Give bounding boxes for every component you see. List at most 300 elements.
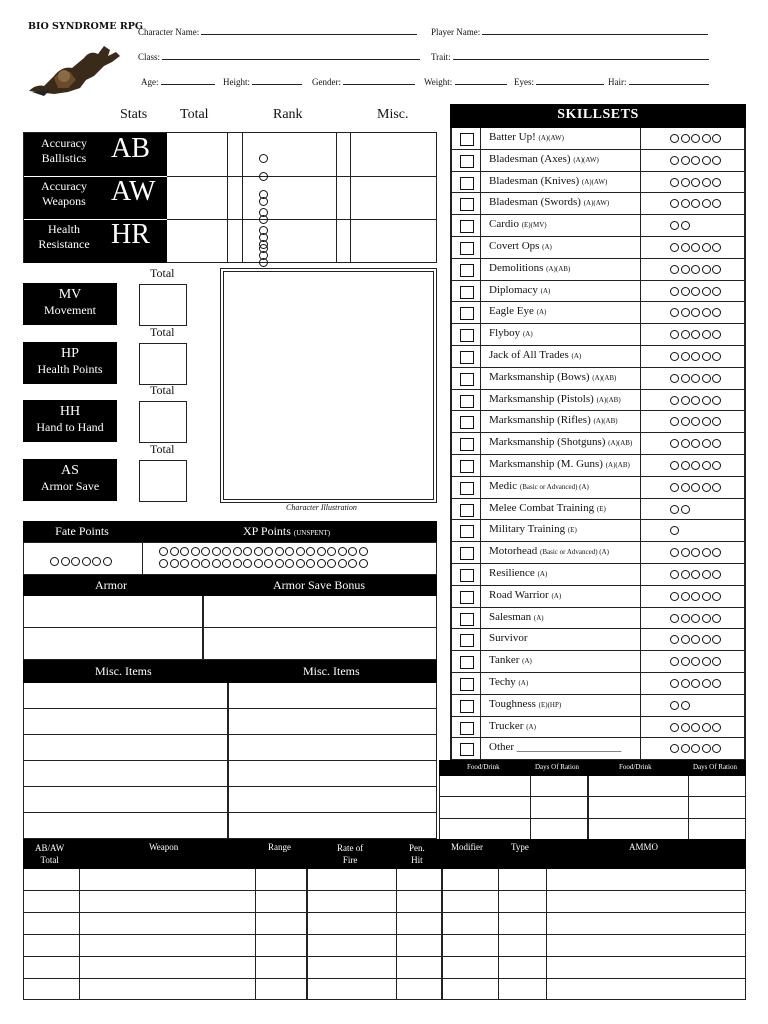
skill-rank-circle[interactable] bbox=[670, 330, 679, 339]
xp-circle[interactable] bbox=[348, 547, 357, 556]
skill-checkbox[interactable] bbox=[460, 504, 474, 517]
xp-circle[interactable] bbox=[338, 559, 347, 568]
skill-rank-circles[interactable] bbox=[670, 417, 723, 429]
xp-circle[interactable] bbox=[212, 559, 221, 568]
skill-rank-circles[interactable] bbox=[670, 744, 723, 756]
skill-rank-circles[interactable] bbox=[670, 592, 723, 604]
skill-rank-circle[interactable] bbox=[712, 308, 721, 317]
skill-rank-circle[interactable] bbox=[702, 592, 711, 601]
skill-rank-circle[interactable] bbox=[702, 287, 711, 296]
skill-rank-circle[interactable] bbox=[681, 439, 690, 448]
skill-checkbox[interactable] bbox=[460, 395, 474, 408]
skill-checkbox[interactable] bbox=[460, 220, 474, 233]
derived-total-box-hp[interactable] bbox=[139, 343, 187, 385]
xp-circle[interactable] bbox=[348, 559, 357, 568]
skill-checkbox[interactable] bbox=[460, 743, 474, 756]
skill-rank-circle[interactable] bbox=[691, 374, 700, 383]
skill-rank-circles[interactable] bbox=[670, 461, 723, 473]
skill-rank-circle[interactable] bbox=[670, 548, 679, 557]
skill-checkbox[interactable] bbox=[460, 286, 474, 299]
rank-circle[interactable] bbox=[259, 172, 268, 181]
xp-circle[interactable] bbox=[359, 547, 368, 556]
skill-checkbox[interactable] bbox=[460, 438, 474, 451]
fate-circles[interactable] bbox=[50, 553, 113, 571]
xp-circle[interactable] bbox=[327, 547, 336, 556]
skill-rank-circle[interactable] bbox=[712, 330, 721, 339]
skill-rank-circle[interactable] bbox=[712, 679, 721, 688]
skill-rank-circles[interactable] bbox=[670, 265, 723, 277]
skill-checkbox[interactable] bbox=[460, 656, 474, 669]
skill-rank-circle[interactable] bbox=[702, 614, 711, 623]
skill-checkbox[interactable] bbox=[460, 482, 474, 495]
skill-rank-circle[interactable] bbox=[691, 679, 700, 688]
skill-rank-circle[interactable] bbox=[691, 243, 700, 252]
food-drink-label-1: Food/Drink bbox=[467, 763, 500, 771]
skill-checkbox[interactable] bbox=[460, 700, 474, 713]
skill-rank-circles[interactable] bbox=[670, 635, 723, 647]
skill-rank-circle[interactable] bbox=[712, 396, 721, 405]
rank-circle[interactable] bbox=[259, 258, 268, 267]
rank-circle[interactable] bbox=[259, 240, 268, 249]
skill-row bbox=[452, 608, 746, 630]
skill-rank-circle[interactable] bbox=[691, 352, 700, 361]
skill-rank-circle[interactable] bbox=[681, 374, 690, 383]
xp-circle[interactable] bbox=[338, 547, 347, 556]
rank-circle[interactable] bbox=[259, 197, 268, 206]
skill-rank-circle[interactable] bbox=[712, 352, 721, 361]
trait-label: Trait: bbox=[431, 52, 451, 62]
skill-rank-circle[interactable] bbox=[681, 679, 690, 688]
skill-rank-circle[interactable] bbox=[681, 570, 690, 579]
skill-checkbox[interactable] bbox=[460, 460, 474, 473]
skill-rank-circle[interactable] bbox=[691, 417, 700, 426]
skill-rank-circle[interactable] bbox=[712, 265, 721, 274]
skill-rank-circles[interactable] bbox=[670, 505, 691, 517]
derived-label: Movement bbox=[44, 303, 96, 317]
stat-label-aw: Accuracy Weapons bbox=[41, 179, 87, 208]
skill-rank-circle[interactable] bbox=[691, 396, 700, 405]
skill-rank-circle[interactable] bbox=[670, 679, 679, 688]
skill-rank-circles[interactable] bbox=[670, 221, 691, 233]
skill-rank-circle[interactable] bbox=[691, 439, 700, 448]
skill-rank-circle[interactable] bbox=[681, 417, 690, 426]
fate-circle[interactable] bbox=[61, 557, 70, 566]
skill-rank-circle[interactable] bbox=[670, 199, 679, 208]
skill-rank-circles[interactable] bbox=[670, 134, 723, 146]
xp-circle[interactable] bbox=[359, 559, 368, 568]
eyes-field[interactable] bbox=[514, 77, 604, 87]
ammo-header: AMMO bbox=[629, 842, 659, 852]
skill-checkbox[interactable] bbox=[460, 525, 474, 538]
class-field[interactable] bbox=[138, 52, 420, 62]
xp-circle[interactable] bbox=[180, 547, 189, 556]
skill-rank-circle[interactable] bbox=[670, 570, 679, 579]
fate-xp-header bbox=[23, 521, 437, 542]
skill-rank-circle[interactable] bbox=[670, 657, 679, 666]
xp-circle[interactable] bbox=[233, 547, 242, 556]
skill-rank-circle[interactable] bbox=[670, 265, 679, 274]
skill-rank-circle[interactable] bbox=[691, 287, 700, 296]
skill-rank-circle[interactable] bbox=[681, 635, 690, 644]
age-field[interactable] bbox=[141, 77, 215, 87]
skill-name: Medic (Basic or Advanced) (A) bbox=[489, 479, 589, 492]
skill-rank-circle[interactable] bbox=[670, 701, 679, 710]
skill-rank-circle[interactable] bbox=[712, 483, 721, 492]
skill-rank-circle[interactable] bbox=[702, 635, 711, 644]
skill-rank-circle[interactable] bbox=[681, 156, 690, 165]
skill-name: Batter Up! (A)(AW) bbox=[489, 131, 564, 143]
stat-total-aw[interactable] bbox=[166, 176, 226, 217]
derived-abbr: AS bbox=[61, 462, 79, 478]
xp-circle[interactable] bbox=[327, 559, 336, 568]
skill-name: Military Training (E) bbox=[489, 523, 577, 536]
skill-rank-circle[interactable] bbox=[702, 723, 711, 732]
skill-rank-circle[interactable] bbox=[681, 308, 690, 317]
xp-circle[interactable] bbox=[243, 559, 252, 568]
skill-rank-circle[interactable] bbox=[691, 134, 700, 143]
skill-rank-circle[interactable] bbox=[702, 265, 711, 274]
skill-rank-circle[interactable] bbox=[702, 461, 711, 470]
rank-circle[interactable] bbox=[259, 154, 268, 163]
derived-total-box-mv[interactable] bbox=[139, 284, 187, 326]
skill-rank-circles[interactable] bbox=[670, 526, 681, 538]
skill-checkbox[interactable] bbox=[460, 242, 474, 255]
rations-table[interactable] bbox=[439, 776, 746, 840]
xp-circle[interactable] bbox=[264, 559, 273, 568]
skill-rank-circle[interactable] bbox=[670, 723, 679, 732]
skill-rank-circle[interactable] bbox=[702, 134, 711, 143]
skill-rank-circle[interactable] bbox=[670, 439, 679, 448]
derived-block-hp bbox=[23, 342, 117, 384]
gender-field[interactable] bbox=[312, 77, 415, 87]
skill-rank-circle[interactable] bbox=[681, 134, 690, 143]
xp-circle[interactable] bbox=[306, 547, 315, 556]
skill-rank-circles[interactable] bbox=[670, 657, 723, 669]
skill-rank-circles[interactable] bbox=[670, 308, 723, 320]
skill-rank-circle[interactable] bbox=[681, 657, 690, 666]
skill-rank-circle[interactable] bbox=[712, 744, 721, 753]
skill-rank-circle[interactable] bbox=[702, 243, 711, 252]
skill-rank-circle[interactable] bbox=[712, 570, 721, 579]
skill-rank-circle[interactable] bbox=[681, 265, 690, 274]
skill-name: Techy (A) bbox=[489, 676, 529, 688]
xp-label: XP Points (UNSPENT) bbox=[243, 524, 331, 538]
skill-rank-circle[interactable] bbox=[702, 199, 711, 208]
skill-rank-circle[interactable] bbox=[691, 614, 700, 623]
skill-rank-circle[interactable] bbox=[691, 548, 700, 557]
rank-circle[interactable] bbox=[259, 215, 268, 224]
skill-rank-circle[interactable] bbox=[681, 396, 690, 405]
skill-name: Survivor bbox=[489, 632, 528, 645]
skill-rank-circle[interactable] bbox=[681, 483, 690, 492]
xp-circle[interactable] bbox=[275, 547, 284, 556]
skill-checkbox[interactable] bbox=[460, 634, 474, 647]
skill-rank-circles[interactable] bbox=[670, 439, 723, 451]
fate-circle[interactable] bbox=[92, 557, 101, 566]
skill-rank-circle[interactable] bbox=[702, 330, 711, 339]
skill-rank-circle[interactable] bbox=[702, 417, 711, 426]
skill-checkbox[interactable] bbox=[460, 307, 474, 320]
skill-rank-circle[interactable] bbox=[670, 156, 679, 165]
skill-rank-circle[interactable] bbox=[702, 744, 711, 753]
skill-name: Covert Ops (A) bbox=[489, 240, 552, 252]
skill-rank-circle[interactable] bbox=[681, 548, 690, 557]
skill-rank-circles[interactable] bbox=[670, 614, 723, 626]
skill-rank-circle[interactable] bbox=[681, 330, 690, 339]
skill-name: Melee Combat Training (E) bbox=[489, 501, 606, 514]
skill-checkbox[interactable] bbox=[460, 613, 474, 626]
skill-rank-circle[interactable] bbox=[681, 243, 690, 252]
skill-rank-circle[interactable] bbox=[712, 417, 721, 426]
xp-circle[interactable] bbox=[243, 547, 252, 556]
fate-circle[interactable] bbox=[103, 557, 112, 566]
xp-circle[interactable] bbox=[159, 547, 168, 556]
skill-rank-circles[interactable] bbox=[670, 679, 723, 691]
skill-rank-circles[interactable] bbox=[670, 156, 723, 168]
skill-rank-circle[interactable] bbox=[691, 308, 700, 317]
xp-circle[interactable] bbox=[306, 559, 315, 568]
skill-checkbox[interactable] bbox=[460, 133, 474, 146]
derived-abbr: HP bbox=[61, 345, 79, 361]
armor-table[interactable] bbox=[23, 596, 437, 660]
xp-circle[interactable] bbox=[212, 547, 221, 556]
skill-row bbox=[452, 651, 746, 673]
skill-rank-circle[interactable] bbox=[712, 548, 721, 557]
stat-abbr-ab: AB bbox=[111, 133, 150, 164]
xp-circle[interactable] bbox=[170, 547, 179, 556]
xp-circle[interactable] bbox=[317, 559, 326, 568]
skill-rank-circle[interactable] bbox=[702, 657, 711, 666]
skill-checkbox[interactable] bbox=[460, 591, 474, 604]
xp-circle[interactable] bbox=[254, 547, 263, 556]
illustration-caption: Character Illustration bbox=[286, 503, 357, 512]
skill-rank-circle[interactable] bbox=[702, 396, 711, 405]
trait-field[interactable] bbox=[431, 52, 709, 62]
xp-circle[interactable] bbox=[296, 547, 305, 556]
weapon-header: Weapon bbox=[149, 842, 179, 852]
skill-row bbox=[452, 586, 746, 608]
player-name-field[interactable] bbox=[431, 27, 708, 37]
xp-circle[interactable] bbox=[201, 547, 210, 556]
skill-rank-circle[interactable] bbox=[681, 221, 690, 230]
skill-rank-circle[interactable] bbox=[670, 374, 679, 383]
skill-rank-circles[interactable] bbox=[670, 483, 723, 495]
skill-rank-circle[interactable] bbox=[670, 287, 679, 296]
skill-name: Jack of All Trades (A) bbox=[489, 349, 582, 361]
skill-rank-circles[interactable] bbox=[670, 287, 723, 299]
skill-rank-circle[interactable] bbox=[691, 156, 700, 165]
skill-rank-circle[interactable] bbox=[691, 178, 700, 187]
skill-rank-circles[interactable] bbox=[670, 330, 723, 342]
skill-rank-circle[interactable] bbox=[691, 330, 700, 339]
derived-total-box-hh[interactable] bbox=[139, 401, 187, 443]
skill-rank-circle[interactable] bbox=[702, 548, 711, 557]
skill-rank-circle[interactable] bbox=[670, 614, 679, 623]
skill-rank-circle[interactable] bbox=[712, 178, 721, 187]
xp-circle[interactable] bbox=[201, 559, 210, 568]
skill-rank-circle[interactable] bbox=[691, 744, 700, 753]
skill-rank-circle[interactable] bbox=[712, 592, 721, 601]
days-of-ration-label-2: Days Of Ration bbox=[693, 763, 737, 771]
skill-rank-circle[interactable] bbox=[712, 134, 721, 143]
skill-rank-circle[interactable] bbox=[702, 570, 711, 579]
xp-circle[interactable] bbox=[170, 559, 179, 568]
skill-rank-circle[interactable] bbox=[691, 570, 700, 579]
skill-rank-circle[interactable] bbox=[681, 352, 690, 361]
skill-rank-circle[interactable] bbox=[691, 657, 700, 666]
skill-rank-circle[interactable] bbox=[712, 635, 721, 644]
skill-rank-circles[interactable] bbox=[670, 548, 723, 560]
skill-rank-circle[interactable] bbox=[670, 308, 679, 317]
armor-bonus-label: Armor Save Bonus bbox=[273, 578, 365, 592]
skill-checkbox[interactable] bbox=[460, 678, 474, 691]
skill-rank-circle[interactable] bbox=[670, 744, 679, 753]
derived-total-box-as[interactable] bbox=[139, 460, 187, 502]
skill-rank-circle[interactable] bbox=[702, 352, 711, 361]
skill-rank-circle[interactable] bbox=[681, 505, 690, 514]
skill-checkbox[interactable] bbox=[460, 329, 474, 342]
skill-rank-circles[interactable] bbox=[670, 352, 723, 364]
illustration-frame[interactable] bbox=[220, 268, 437, 503]
skill-checkbox[interactable] bbox=[460, 547, 474, 560]
skill-rank-circle[interactable] bbox=[670, 483, 679, 492]
skill-checkbox[interactable] bbox=[460, 198, 474, 211]
skill-rank-circles[interactable] bbox=[670, 396, 723, 408]
xp-circle[interactable] bbox=[191, 547, 200, 556]
skill-rank-circle[interactable] bbox=[670, 352, 679, 361]
skill-rank-circle[interactable] bbox=[681, 199, 690, 208]
weapons-table[interactable] bbox=[23, 869, 746, 1000]
skill-rank-circle[interactable] bbox=[712, 439, 721, 448]
skill-rank-circle[interactable] bbox=[691, 723, 700, 732]
skill-rank-circle[interactable] bbox=[681, 461, 690, 470]
skill-rank-circles[interactable] bbox=[670, 199, 723, 211]
fate-circle[interactable] bbox=[50, 557, 59, 566]
hair-field[interactable] bbox=[608, 77, 709, 87]
skill-rank-circle[interactable] bbox=[702, 483, 711, 492]
skill-rank-circles[interactable] bbox=[670, 178, 723, 190]
xp-circle[interactable] bbox=[159, 559, 168, 568]
skill-rank-circle[interactable] bbox=[712, 657, 721, 666]
stat-total-hr[interactable] bbox=[166, 219, 226, 260]
skill-rank-circle[interactable] bbox=[681, 592, 690, 601]
skill-rank-circle[interactable] bbox=[712, 287, 721, 296]
skill-rank-circle[interactable] bbox=[712, 374, 721, 383]
skill-rank-circle[interactable] bbox=[670, 461, 679, 470]
fate-circle[interactable] bbox=[82, 557, 91, 566]
skill-row bbox=[452, 542, 746, 564]
skill-rank-circle[interactable] bbox=[691, 592, 700, 601]
skill-rank-circle[interactable] bbox=[691, 483, 700, 492]
skill-checkbox[interactable] bbox=[460, 351, 474, 364]
skill-rank-circle[interactable] bbox=[681, 614, 690, 623]
fate-circle[interactable] bbox=[71, 557, 80, 566]
derived-label: Health Points bbox=[37, 361, 103, 376]
xp-circle[interactable] bbox=[191, 559, 200, 568]
skill-rank-circle[interactable] bbox=[670, 243, 679, 252]
skill-rank-circle[interactable] bbox=[691, 199, 700, 208]
skill-checkbox[interactable] bbox=[460, 569, 474, 582]
xp-circle[interactable] bbox=[233, 559, 242, 568]
skill-rank-circle[interactable] bbox=[681, 178, 690, 187]
skill-row bbox=[452, 477, 746, 499]
skill-rank-circle[interactable] bbox=[702, 439, 711, 448]
height-field[interactable] bbox=[223, 77, 302, 87]
xp-circle[interactable] bbox=[275, 559, 284, 568]
skill-checkbox[interactable] bbox=[460, 177, 474, 190]
skill-rank-circle[interactable] bbox=[702, 374, 711, 383]
character-name-field[interactable] bbox=[138, 27, 417, 37]
skill-rank-circle[interactable] bbox=[702, 308, 711, 317]
skill-rank-circle[interactable] bbox=[712, 614, 721, 623]
skill-rank-circle[interactable] bbox=[702, 178, 711, 187]
pen-hit-header: Pen. Hit bbox=[409, 843, 425, 865]
skill-row bbox=[452, 695, 746, 717]
skill-rank-circle[interactable] bbox=[691, 461, 700, 470]
skill-checkbox[interactable] bbox=[460, 264, 474, 277]
skill-rank-circles[interactable] bbox=[670, 701, 691, 713]
skill-rank-circle[interactable] bbox=[702, 679, 711, 688]
skill-rank-circle[interactable] bbox=[691, 265, 700, 274]
skill-rank-circle[interactable] bbox=[670, 396, 679, 405]
xp-circle[interactable] bbox=[296, 559, 305, 568]
skill-rank-circles[interactable] bbox=[670, 723, 723, 735]
xp-circle[interactable] bbox=[254, 559, 263, 568]
stat-label-ab: Accuracy Ballistics bbox=[41, 136, 87, 165]
skill-rank-circles[interactable] bbox=[670, 243, 723, 255]
misc-items-table[interactable] bbox=[23, 683, 437, 839]
skill-checkbox[interactable] bbox=[460, 416, 474, 429]
skill-rank-circle[interactable] bbox=[712, 243, 721, 252]
xp-circle[interactable] bbox=[317, 547, 326, 556]
skill-rank-circle[interactable] bbox=[712, 199, 721, 208]
xp-circle[interactable] bbox=[180, 559, 189, 568]
xp-circle[interactable] bbox=[222, 547, 231, 556]
skill-rank-circle[interactable] bbox=[681, 744, 690, 753]
skill-name: Demolitions (A)(AB) bbox=[489, 261, 571, 274]
weight-field[interactable] bbox=[424, 77, 507, 87]
skill-rank-circle[interactable] bbox=[712, 723, 721, 732]
skill-rank-circle[interactable] bbox=[670, 526, 679, 535]
skill-rank-circle[interactable] bbox=[670, 635, 679, 644]
skill-rank-circle[interactable] bbox=[702, 156, 711, 165]
xp-circle[interactable] bbox=[285, 559, 294, 568]
xp-circle[interactable] bbox=[222, 559, 231, 568]
skill-checkbox[interactable] bbox=[460, 373, 474, 386]
skill-rank-circles[interactable] bbox=[670, 570, 723, 582]
skill-rank-circle[interactable] bbox=[691, 635, 700, 644]
skill-rank-circles[interactable] bbox=[670, 374, 723, 386]
skill-name: Cardio (E)(MV) bbox=[489, 218, 547, 231]
skill-rank-circle[interactable] bbox=[712, 461, 721, 470]
skill-rank-circle[interactable] bbox=[681, 287, 690, 296]
skill-rank-circle[interactable] bbox=[670, 178, 679, 187]
skill-checkbox[interactable] bbox=[460, 722, 474, 735]
skill-rank-circle[interactable] bbox=[681, 701, 690, 710]
xp-circle[interactable] bbox=[285, 547, 294, 556]
skill-checkbox[interactable] bbox=[460, 155, 474, 168]
skill-rank-circle[interactable] bbox=[681, 723, 690, 732]
skill-rank-circle[interactable] bbox=[670, 592, 679, 601]
xp-circle[interactable] bbox=[264, 547, 273, 556]
skill-rank-circle[interactable] bbox=[670, 221, 679, 230]
skill-rank-circle[interactable] bbox=[712, 156, 721, 165]
skill-rank-circle[interactable] bbox=[670, 417, 679, 426]
skill-rank-circle[interactable] bbox=[670, 505, 679, 514]
stat-total-ab[interactable] bbox=[166, 133, 226, 174]
skill-rank-circle[interactable] bbox=[670, 134, 679, 143]
xp-circles[interactable] bbox=[159, 546, 429, 570]
